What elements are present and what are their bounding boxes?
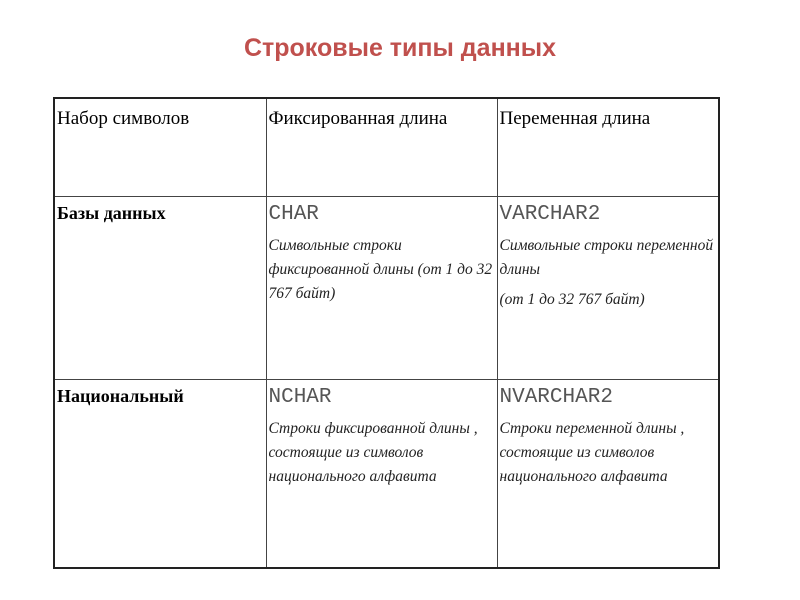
- header-variable-length: Переменная длина: [497, 98, 719, 196]
- type-name: VARCHAR2: [499, 202, 601, 226]
- type-name: NCHAR: [268, 385, 332, 409]
- table-row: [54, 379, 719, 568]
- slide-title: Строковые типы данных: [243, 34, 557, 62]
- type-size-range: (от 1 до 32 767 байт): [499, 290, 645, 308]
- row-label: Национальный: [54, 379, 266, 568]
- type-description: Строки фиксированной длины , состоящие из символов национального алфавита: [268, 419, 478, 485]
- string-types-table: [53, 97, 720, 569]
- cell-variable: [497, 379, 719, 568]
- cell-fixed: [266, 196, 497, 379]
- type-name: CHAR: [268, 202, 319, 226]
- header-charset: Набор символов: [54, 98, 266, 196]
- table-header-row: [54, 98, 719, 196]
- row-label: Базы данных: [54, 196, 266, 379]
- type-description: Символьные строки переменной длины: [499, 236, 714, 278]
- cell-variable: [497, 196, 719, 379]
- cell-fixed: [266, 379, 497, 568]
- type-name: NVARCHAR2: [499, 385, 613, 409]
- table-row: [54, 196, 719, 379]
- header-fixed-length: Фиксированная длина: [266, 98, 497, 196]
- type-description: Строки переменной длины , состоящие из символов национального алфавита: [499, 419, 685, 485]
- type-description: Символьные строки фиксированной длины (от 1 до 32 767 байт): [268, 236, 493, 302]
